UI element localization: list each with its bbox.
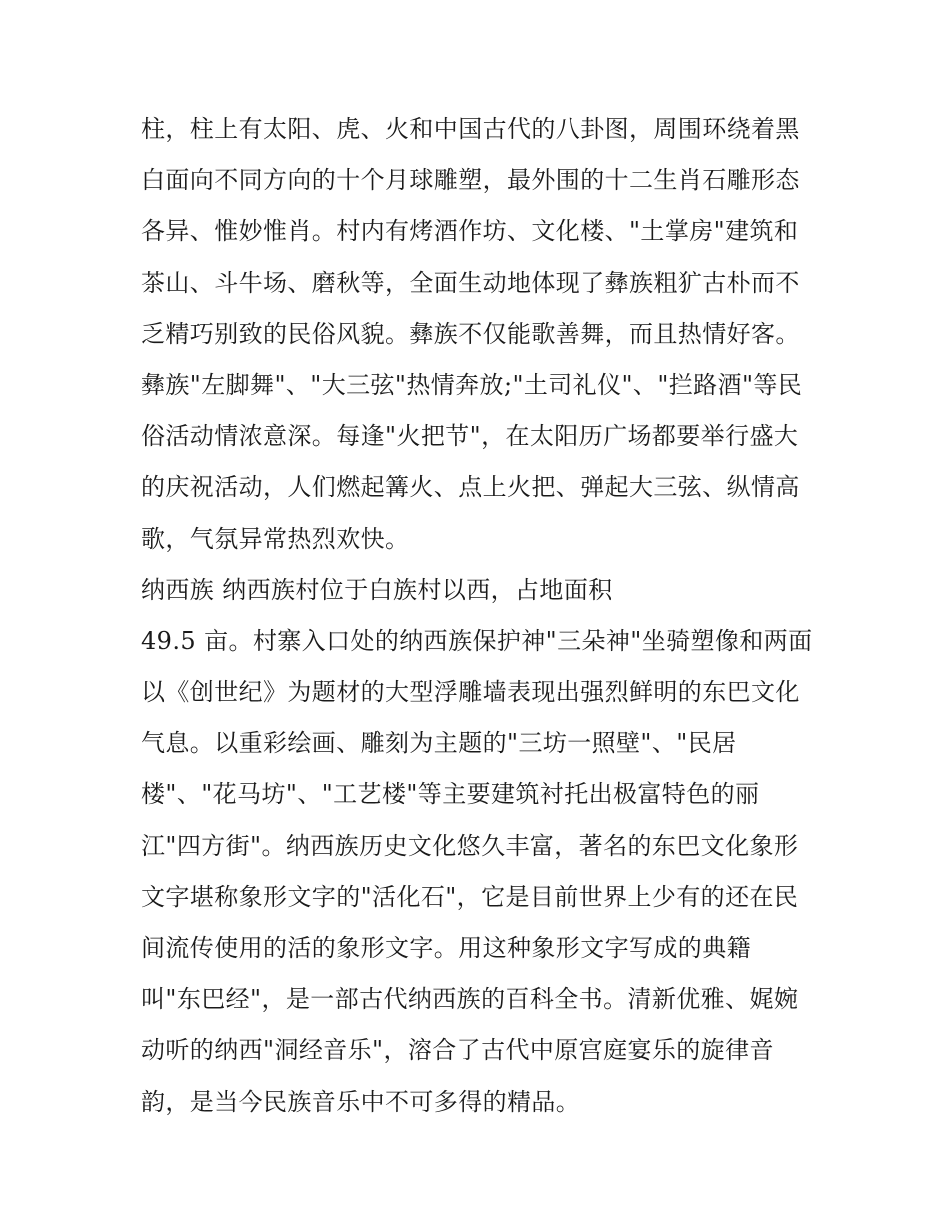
text-line: 江"四方街"。纳西族历史文化悠久丰富，著名的东巴文化象形 xyxy=(141,831,799,860)
text-line: 俗活动情浓意深。每逢"火把节"，在太阳历广场都要举行盛大 xyxy=(141,422,799,451)
text-line: 气息。以重彩绘画、雕刻为主题的"三坊一照壁"、"民居 xyxy=(141,729,737,758)
text-line: 以《创世纪》为题材的大型浮雕墙表现出强烈鲜明的东巴文化 xyxy=(141,678,800,707)
body-text xyxy=(141,104,841,1128)
text-line: 歌，气氛异常热烈欢快。 xyxy=(141,524,410,553)
text-line: 间流传使用的活的象形文字。用这种象形文字写成的典籍 xyxy=(141,934,751,962)
text-line: 彝族"左脚舞"、"大三弦"热情奔放;"土司礼仪"、"拦路酒"等民 xyxy=(141,370,803,399)
text-line: 叫"东巴经"，是一部古代纳西族的百科全书。清新优雅、娓婉 xyxy=(141,985,799,1014)
text-line: 楼"、"花马坊"、"工艺楼"等主要建筑衬托出极富特色的丽 xyxy=(141,780,760,809)
section-heading-line: 纳西族 纳西族村位于白族村以西，占地面积 xyxy=(141,575,613,604)
text-line: 白面向不同方向的十个月球雕塑，最外围的十二生肖石雕形态 xyxy=(141,166,800,195)
text-line: 动听的纳西"洞经音乐"，溶合了古代中原宫庭宴乐的旋律音 xyxy=(141,1036,774,1065)
text-line: 乏精巧别致的民俗风貌。彝族不仅能歌善舞，而且热情好客。 xyxy=(141,319,800,348)
text-line: 茶山、斗牛场、磨秋等，全面生动地体现了彝族粗犷古朴而不 xyxy=(141,268,800,297)
text-line: 各异、惟妙惟肖。村内有烤酒作坊、文化楼、"土掌房"建筑和 xyxy=(141,217,799,246)
text-line: 文字堪称象形文字的"活化石"，它是目前世界上少有的还在民 xyxy=(141,882,799,911)
text-line: 柱，柱上有太阳、虎、火和中国古代的八卦图，周围环绕着黑 xyxy=(141,115,800,143)
text-line: 49.5 亩。村寨入口处的纳西族保护神"三朵神"坐骑塑像和两面 xyxy=(141,626,813,655)
text-line: 的庆祝活动，人们燃起篝火、点上火把、弹起大三弦、纵情高 xyxy=(141,473,800,502)
text-line: 韵，是当今民族音乐中不可多得的精品。 xyxy=(141,1087,581,1116)
